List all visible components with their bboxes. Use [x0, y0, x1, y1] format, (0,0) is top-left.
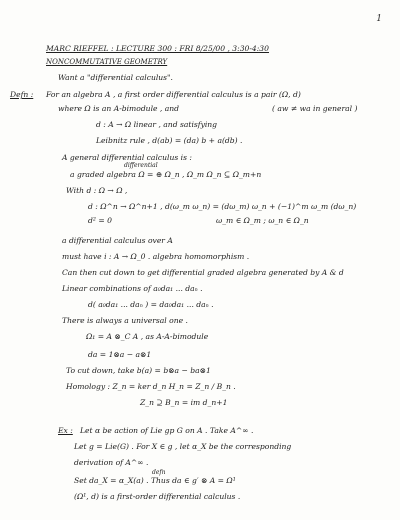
page-number: 1 [376, 14, 382, 24]
ex-label: Ex : [58, 426, 73, 435]
line-omega1: Ω₁ = A ⊗_C A , as A-A-bimodule [86, 332, 209, 341]
defn-label: Defn : [10, 90, 34, 99]
line-universal: There is always a universal one . [62, 316, 188, 325]
line-general: A general differential calculus is : [62, 153, 192, 162]
line-want: Want a "differential calculus". [58, 73, 173, 82]
line-first-order: (Ω¹, d) is a first-order differential calculus . [74, 492, 241, 501]
line-set: Set da_X = α_X(a) . Thus da ∈ g′ ⊗ A = Ω¹ [74, 476, 236, 485]
line-derivation: derivation of A^∞ . [74, 458, 149, 467]
header-topic: NONCOMMUTATIVE GEOMETRY [46, 58, 168, 66]
line-must-have: must have i : A → Ω_0 . algebra homomorphism . [62, 252, 250, 261]
line-d-formula: d( a₀da₁ ... daₙ ) = da₀da₁ ... daₙ . [88, 300, 214, 309]
line-where: where Ω is an A-bimodule , and [58, 104, 180, 113]
line-cut-down: Can then cut down to get differential graded algebra generated by A & d [62, 268, 344, 277]
line-da: da = 1⊗a − a⊗1 [88, 350, 152, 359]
line-zn-bn: Z_n ⊇ B_n = im d_n+1 [140, 398, 228, 407]
header-title: MARC RIEFFEL : LECTURE 300 : FRI 8/25/00 , 3:30-4:30 [46, 44, 269, 53]
defn-text: For an algebra A , a first order differential calculus is a pair (Ω, d) [46, 90, 301, 99]
line-d-squared: d² = 0 [88, 216, 112, 225]
line-d-n: d : Ω^n → Ω^n+1 , d(ω_m ω_n) = (dω_m) ω_n + (−1)^m ω_m (dω_n) [88, 202, 357, 211]
differential-note: differential [124, 162, 158, 169]
line-omega-cond: ω_m ∈ Ω_m ; ω_n ∈ Ω_n [216, 216, 309, 225]
line-homology: Homology : Z_n = ker d_n H_n = Z_n / B_n . [66, 382, 236, 391]
line-leibniz: Leibnitz rule , d(ab) = (da) b + a(db) . [96, 136, 243, 145]
line-with: With d : Ω → Ω , [66, 186, 128, 195]
line-cut: To cut down, take b(a) = b⊗a − ba⊗1 [66, 366, 211, 375]
line-d-map: d : A → Ω linear , and satisfying [96, 120, 218, 129]
aw-note: ( aw ≠ wa in general ) [272, 104, 358, 113]
defn-note: defn [152, 469, 166, 476]
line-lie: Let g = Lie(G) . For X ∈ g , let α_X be the corresponding [74, 442, 292, 451]
line-over-a: a differential calculus over A [62, 236, 173, 245]
ex-text: Let α be action of Lie gp G on A . Take A^∞ . [80, 426, 254, 435]
line-graded: a graded algebra Ω = ⊕ Ω_n , Ω_m Ω_n ⊆ Ω_m+n [70, 170, 262, 179]
line-linear-comb: Linear combinations of a₀da₁ ... daₙ . [62, 284, 203, 293]
